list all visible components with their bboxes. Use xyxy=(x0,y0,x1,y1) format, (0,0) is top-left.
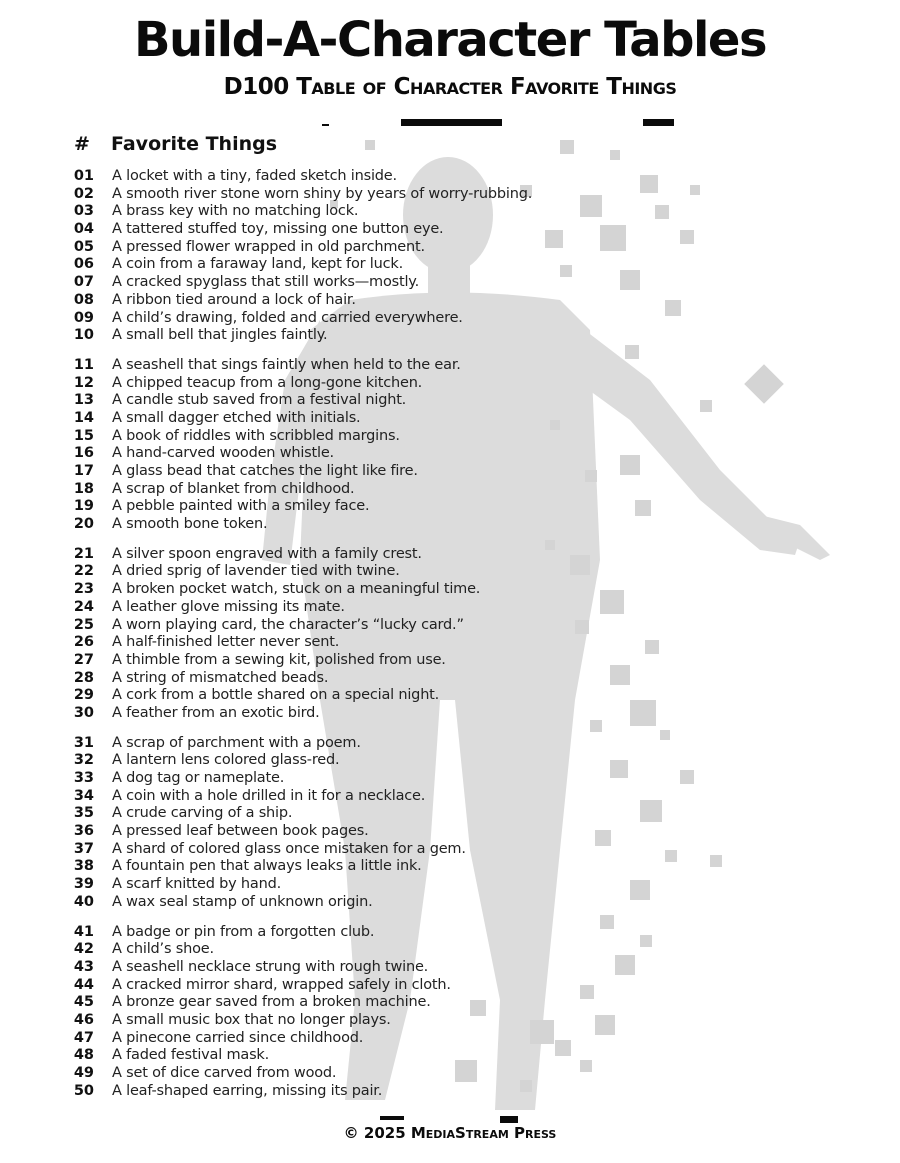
table-row xyxy=(0,770,900,788)
favorite-thing-text: A pressed leaf between book pages. xyxy=(112,823,369,840)
favorite-thing-text: A chipped teacup from a long-gone kitchen. xyxy=(112,374,423,391)
table-row xyxy=(0,1083,900,1101)
item-group xyxy=(0,357,900,534)
decorative-bar xyxy=(500,1116,518,1123)
table-row xyxy=(0,1065,900,1083)
favorite-thing-text: A smooth bone token. xyxy=(112,516,268,533)
decorative-bar xyxy=(380,1116,404,1120)
table-row xyxy=(0,994,900,1012)
table-row xyxy=(0,599,900,617)
table-row xyxy=(0,498,900,516)
roll-number: 17 xyxy=(73,463,94,479)
roll-number: 34 xyxy=(73,787,94,804)
favorite-thing-text: A pinecone carried since childhood. xyxy=(112,1029,364,1046)
table-row xyxy=(0,941,900,959)
page-subtitle: D100 Table of Character Favorite Things xyxy=(223,74,677,100)
item-group xyxy=(0,546,900,723)
item-group xyxy=(0,168,900,345)
table-row xyxy=(0,581,900,599)
table-row xyxy=(0,670,900,688)
roll-number: 08 xyxy=(73,291,94,308)
decorative-bar xyxy=(401,119,502,126)
roll-number: 01 xyxy=(73,168,94,184)
table-row xyxy=(0,357,900,375)
favorite-thing-text: A cracked mirror shard, wrapped safely in cloth. xyxy=(112,976,451,993)
favorite-thing-text: A small music box that no longer plays. xyxy=(112,1011,391,1028)
roll-number: 40 xyxy=(73,893,94,910)
table-row xyxy=(0,292,900,310)
roll-number: 29 xyxy=(73,687,94,704)
table-row xyxy=(0,410,900,428)
table-row xyxy=(0,274,900,292)
roll-number: 49 xyxy=(73,1065,94,1081)
roll-number: 02 xyxy=(73,185,94,202)
favorite-thing-text: A coin from a faraway land, kept for luck. xyxy=(112,256,403,273)
roll-number: 26 xyxy=(73,634,94,651)
favorite-thing-text: A string of mismatched beads. xyxy=(112,669,329,686)
favorite-thing-text: A scrap of parchment with a poem. xyxy=(112,734,361,751)
table-row xyxy=(0,1030,900,1048)
favorite-thing-text: A dog tag or nameplate. xyxy=(112,770,285,786)
roll-number: 28 xyxy=(73,669,94,686)
table-row xyxy=(0,788,900,806)
roll-number: 15 xyxy=(73,427,94,444)
roll-number: 21 xyxy=(73,545,94,562)
table-row xyxy=(0,924,900,942)
favorite-thing-text: A shard of colored glass once mistaken for a gem. xyxy=(112,840,466,857)
roll-number: 30 xyxy=(73,704,94,721)
roll-number: 13 xyxy=(73,392,94,409)
favorite-things-table xyxy=(0,168,900,1112)
table-row xyxy=(0,617,900,635)
roll-number: 10 xyxy=(73,327,94,344)
roll-number: 14 xyxy=(73,409,94,426)
copyright-footer: © 2025 MediaStream Press xyxy=(343,1124,557,1142)
table-row xyxy=(0,327,900,345)
table-row xyxy=(0,652,900,670)
roll-number: 43 xyxy=(73,958,94,975)
roll-number: 24 xyxy=(73,598,94,615)
roll-number: 44 xyxy=(73,976,94,993)
item-group xyxy=(0,924,900,1101)
favorite-thing-text: A dried sprig of lavender tied with twine. xyxy=(112,563,400,580)
favorite-thing-text: A child’s shoe. xyxy=(112,941,214,958)
page-title: Build-A-Character Tables xyxy=(133,12,767,68)
table-row xyxy=(0,841,900,859)
table-row xyxy=(0,752,900,770)
column-header-number: # xyxy=(74,133,90,155)
favorite-thing-text: A brass key with no matching lock. xyxy=(112,203,359,220)
decorative-bar xyxy=(643,119,674,126)
favorite-thing-text: A smooth river stone worn shiny by years of worry-rubbing. xyxy=(112,185,533,202)
table-row xyxy=(0,858,900,876)
roll-number: 36 xyxy=(73,823,94,840)
table-row xyxy=(0,221,900,239)
roll-number: 35 xyxy=(73,805,94,822)
table-row xyxy=(0,375,900,393)
favorite-thing-text: A child’s drawing, folded and carried everywhere. xyxy=(112,309,463,326)
roll-number: 39 xyxy=(73,876,94,893)
favorite-thing-text: A coin with a hole drilled in it for a necklace. xyxy=(112,787,426,804)
favorite-thing-text: A book of riddles with scribbled margins. xyxy=(112,427,400,444)
favorite-thing-text: A cracked spyglass that still works—mostly. xyxy=(112,274,420,291)
favorite-thing-text: A wax seal stamp of unknown origin. xyxy=(112,893,373,910)
table-row xyxy=(0,959,900,977)
roll-number: 45 xyxy=(73,994,94,1011)
table-row xyxy=(0,310,900,328)
roll-number: 09 xyxy=(73,309,94,326)
favorite-thing-text: A broken pocket watch, stuck on a meaningful time. xyxy=(112,581,481,598)
item-group xyxy=(0,735,900,912)
roll-number: 11 xyxy=(73,356,94,373)
table-row xyxy=(0,239,900,257)
table-row xyxy=(0,516,900,534)
favorite-thing-text: A pebble painted with a smiley face. xyxy=(112,498,370,515)
favorite-thing-text: A candle stub saved from a festival night. xyxy=(112,392,407,409)
table-row xyxy=(0,977,900,995)
roll-number: 04 xyxy=(73,221,94,238)
favorite-thing-text: A set of dice carved from wood. xyxy=(112,1065,337,1081)
roll-number: 18 xyxy=(73,480,94,497)
favorite-thing-text: A scarf knitted by hand. xyxy=(112,876,282,893)
table-row xyxy=(0,823,900,841)
table-row xyxy=(0,463,900,481)
roll-number: 20 xyxy=(73,516,94,533)
favorite-thing-text: A cork from a bottle shared on a special night. xyxy=(112,687,440,704)
roll-number: 03 xyxy=(73,203,94,220)
favorite-thing-text: A lantern lens colored glass-red. xyxy=(112,752,340,769)
favorite-thing-text: A ribbon tied around a lock of hair. xyxy=(112,291,356,308)
roll-number: 37 xyxy=(73,840,94,857)
table-row xyxy=(0,735,900,753)
table-row xyxy=(0,445,900,463)
favorite-thing-text: A leaf-shaped earring, missing its pair. xyxy=(112,1082,383,1099)
favorite-thing-text: A tattered stuffed toy, missing one button eye. xyxy=(112,221,444,238)
table-row xyxy=(0,256,900,274)
favorite-thing-text: A scrap of blanket from childhood. xyxy=(112,480,355,497)
table-row xyxy=(0,481,900,499)
favorite-thing-text: A glass bead that catches the light like fire. xyxy=(112,463,418,479)
table-row xyxy=(0,186,900,204)
favorite-thing-text: A hand-carved wooden whistle. xyxy=(112,445,334,462)
roll-number: 31 xyxy=(73,734,94,751)
roll-number: 48 xyxy=(73,1047,94,1064)
favorite-thing-text: A small bell that jingles faintly. xyxy=(112,327,328,344)
table-row xyxy=(0,563,900,581)
roll-number: 12 xyxy=(73,374,94,391)
column-header-favorite-things: Favorite Things xyxy=(111,133,278,155)
roll-number: 50 xyxy=(73,1082,94,1099)
roll-number: 38 xyxy=(73,858,94,875)
favorite-thing-text: A seashell that sings faintly when held to the ear. xyxy=(112,356,461,373)
table-row xyxy=(0,168,900,186)
roll-number: 27 xyxy=(73,651,94,668)
table-row xyxy=(0,392,900,410)
table-row xyxy=(0,546,900,564)
table-row xyxy=(0,634,900,652)
favorite-thing-text: A feather from an exotic bird. xyxy=(112,704,320,721)
roll-number: 41 xyxy=(73,923,94,940)
roll-number: 16 xyxy=(73,445,94,462)
favorite-thing-text: A silver spoon engraved with a family crest. xyxy=(112,545,422,562)
table-row xyxy=(0,805,900,823)
roll-number: 23 xyxy=(73,581,94,598)
roll-number: 06 xyxy=(73,256,94,273)
roll-number: 22 xyxy=(73,563,94,580)
roll-number: 05 xyxy=(73,238,94,255)
favorite-thing-text: A seashell necklace strung with rough twine. xyxy=(112,958,429,975)
roll-number: 07 xyxy=(73,274,94,291)
favorite-thing-text: A small dagger etched with initials. xyxy=(112,409,361,426)
favorite-thing-text: A thimble from a sewing kit, polished from use. xyxy=(112,651,446,668)
roll-number: 33 xyxy=(73,770,94,786)
roll-number: 19 xyxy=(73,498,94,515)
table-row xyxy=(0,1047,900,1065)
roll-number: 25 xyxy=(73,616,94,633)
roll-number: 47 xyxy=(73,1029,94,1046)
roll-number: 46 xyxy=(73,1011,94,1028)
favorite-thing-text: A worn playing card, the character’s “lucky card.” xyxy=(112,616,464,633)
favorite-thing-text: A locket with a tiny, faded sketch inside. xyxy=(112,168,397,184)
table-row xyxy=(0,894,900,912)
table-row xyxy=(0,705,900,723)
roll-number: 42 xyxy=(73,941,94,958)
favorite-thing-text: A badge or pin from a forgotten club. xyxy=(112,923,375,940)
decorative-bar xyxy=(322,124,329,126)
favorite-thing-text: A fountain pen that always leaks a little ink. xyxy=(112,858,422,875)
table-row xyxy=(0,876,900,894)
table-row xyxy=(0,687,900,705)
favorite-thing-text: A pressed flower wrapped in old parchment. xyxy=(112,238,425,255)
favorite-thing-text: A leather glove missing its mate. xyxy=(112,598,345,615)
favorite-thing-text: A bronze gear saved from a broken machine. xyxy=(112,994,431,1011)
roll-number: 32 xyxy=(73,752,94,769)
table-row xyxy=(0,203,900,221)
table-row xyxy=(0,428,900,446)
favorite-thing-text: A faded festival mask. xyxy=(112,1047,270,1064)
favorite-thing-text: A half-finished letter never sent. xyxy=(112,634,340,651)
table-row xyxy=(0,1012,900,1030)
favorite-thing-text: A crude carving of a ship. xyxy=(112,805,293,822)
